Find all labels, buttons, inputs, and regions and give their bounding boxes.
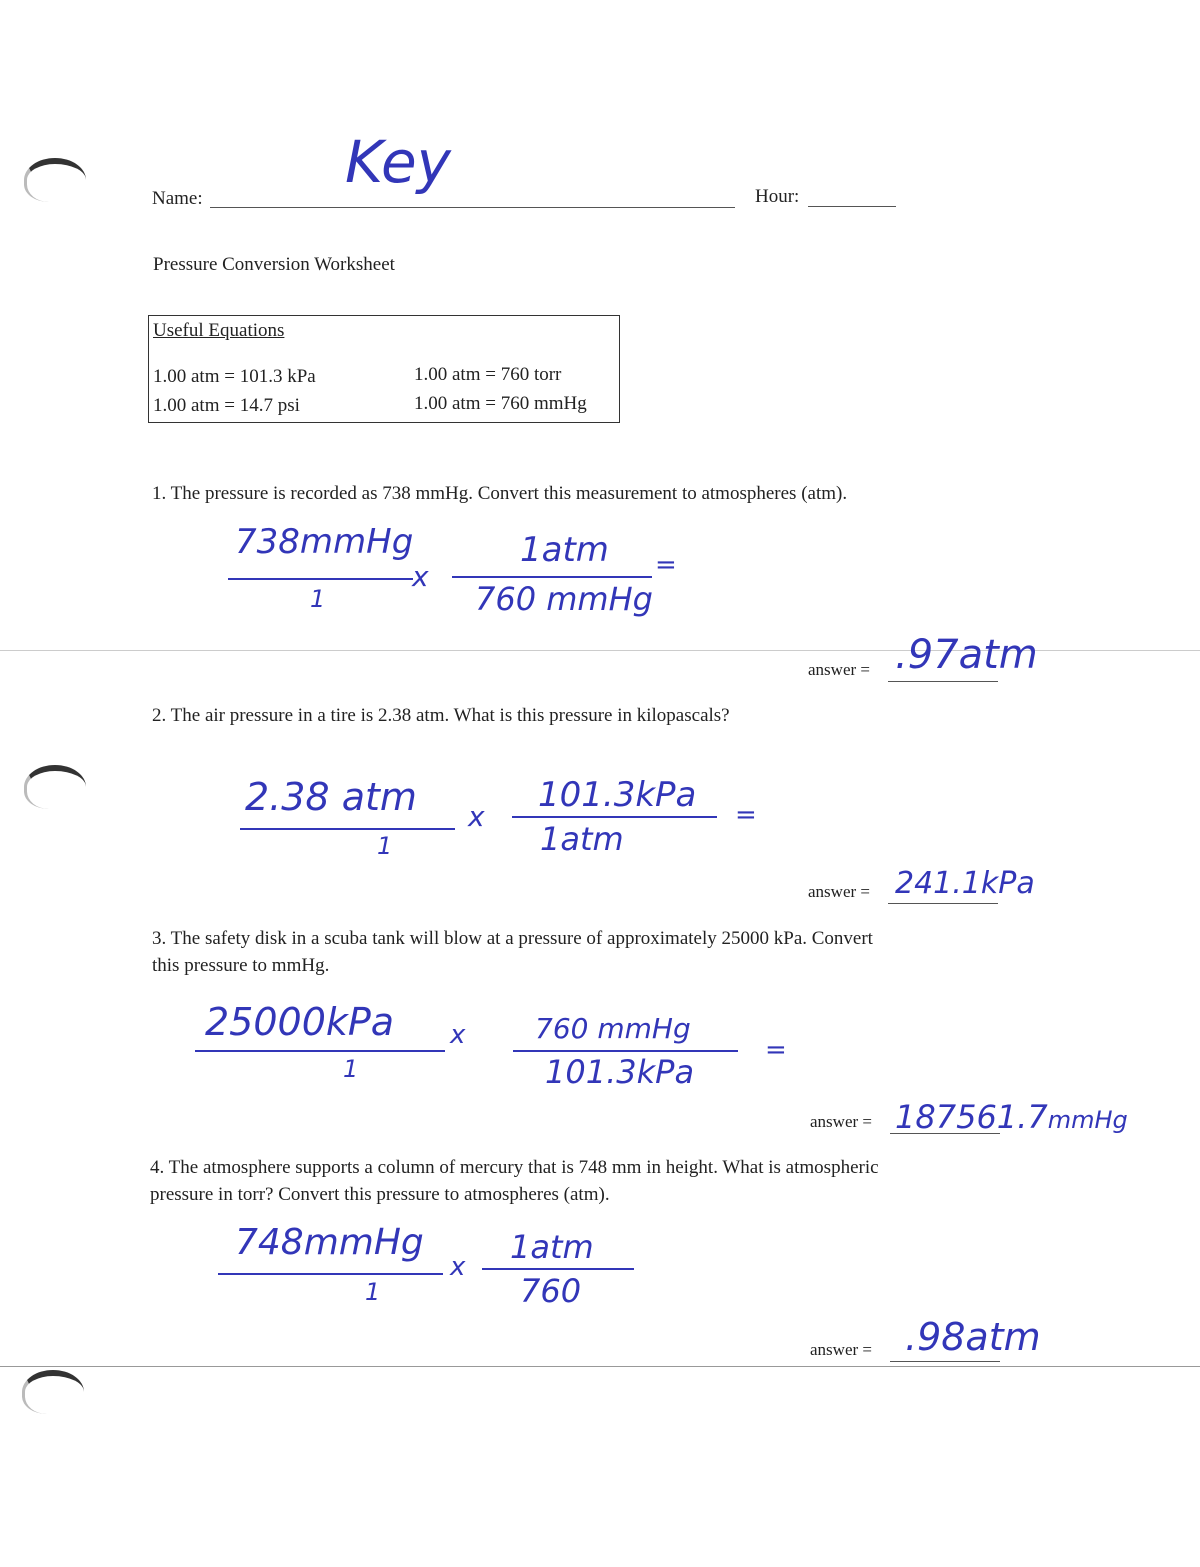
work-numerator: 2.38 atm — [245, 775, 417, 819]
work-numerator: 101.3kPa — [538, 775, 697, 815]
work-numerator: 25000kPa — [205, 1000, 395, 1044]
work-numerator: 1atm — [520, 530, 609, 570]
answer-label: answer = — [808, 882, 870, 901]
equation: 1.00 atm = 101.3 kPa — [153, 366, 316, 387]
answer-number: 187561.7 — [895, 1098, 1048, 1136]
answer-value[interactable]: .97atm — [895, 632, 1038, 678]
question-4: 4. The atmosphere supports a column of mercury that is 748 mm in height. What is atmospheric — [150, 1157, 879, 1178]
punch-hole — [22, 1370, 84, 1414]
work-numerator: 760 mmHg — [535, 1012, 691, 1045]
question-2: 2. The air pressure in a tire is 2.38 atm. What is this pressure in kilopascals? — [152, 705, 730, 726]
punch-hole — [24, 158, 86, 202]
work-numerator: 748mmHg — [235, 1222, 424, 1263]
work-denominator: 1 — [343, 1055, 359, 1083]
equations-heading: Useful Equations — [153, 320, 285, 341]
useful-equations-box — [148, 315, 620, 423]
hour-label: Hour: — [755, 186, 800, 207]
work-denominator: 760 mmHg — [475, 580, 653, 618]
question-4-cont: pressure in torr? Convert this pressure to atmospheres (atm). — [150, 1184, 610, 1205]
work-numerator: 1atm — [510, 1228, 594, 1266]
equals-sign: = — [655, 550, 677, 580]
name-value[interactable]: Key — [345, 128, 451, 196]
hour-field-line[interactable] — [808, 206, 896, 207]
equals-sign: = — [765, 1035, 787, 1065]
equation: 1.00 atm = 14.7 psi — [153, 395, 300, 416]
answer-value[interactable]: 241.1kPa — [895, 866, 1035, 901]
equation: 1.00 atm = 760 torr — [414, 364, 562, 385]
work-denominator: 760 — [520, 1272, 582, 1310]
question-3: 3. The safety disk in a scuba tank will blow at a pressure of approximately 25000 kPa. Convert — [152, 928, 873, 949]
answer-value[interactable]: .98atm — [905, 1315, 1041, 1359]
name-field-line — [210, 207, 735, 208]
work-numerator: 738mmHg — [235, 522, 414, 562]
equals-sign: = — [735, 800, 757, 830]
answer-label: answer = — [810, 1112, 872, 1131]
times-sign: x — [450, 1020, 466, 1050]
scan-line — [0, 1366, 1200, 1367]
name-label: Name: — [152, 188, 203, 209]
times-sign: x — [412, 560, 429, 593]
work-denominator: 101.3kPa — [545, 1053, 695, 1091]
answer-label: answer = — [808, 660, 870, 679]
punch-hole — [24, 765, 86, 809]
work-denominator: 1 — [365, 1278, 381, 1306]
equation: 1.00 atm = 760 mmHg — [414, 393, 587, 414]
answer-label: answer = — [810, 1340, 872, 1359]
worksheet-title: Pressure Conversion Worksheet — [153, 254, 395, 275]
work-denominator: 1atm — [540, 820, 624, 858]
answer-unit: mmHg — [1047, 1106, 1128, 1134]
times-sign: x — [450, 1252, 466, 1282]
times-sign: x — [468, 800, 485, 833]
question-3-cont: this pressure to mmHg. — [152, 955, 330, 976]
work-denominator: 1 — [310, 585, 326, 613]
work-denominator: 1 — [377, 832, 393, 860]
answer-value[interactable] — [895, 1098, 1128, 1136]
question-1: 1. The pressure is recorded as 738 mmHg. Convert this measurement to atmospheres (atm). — [152, 483, 848, 504]
